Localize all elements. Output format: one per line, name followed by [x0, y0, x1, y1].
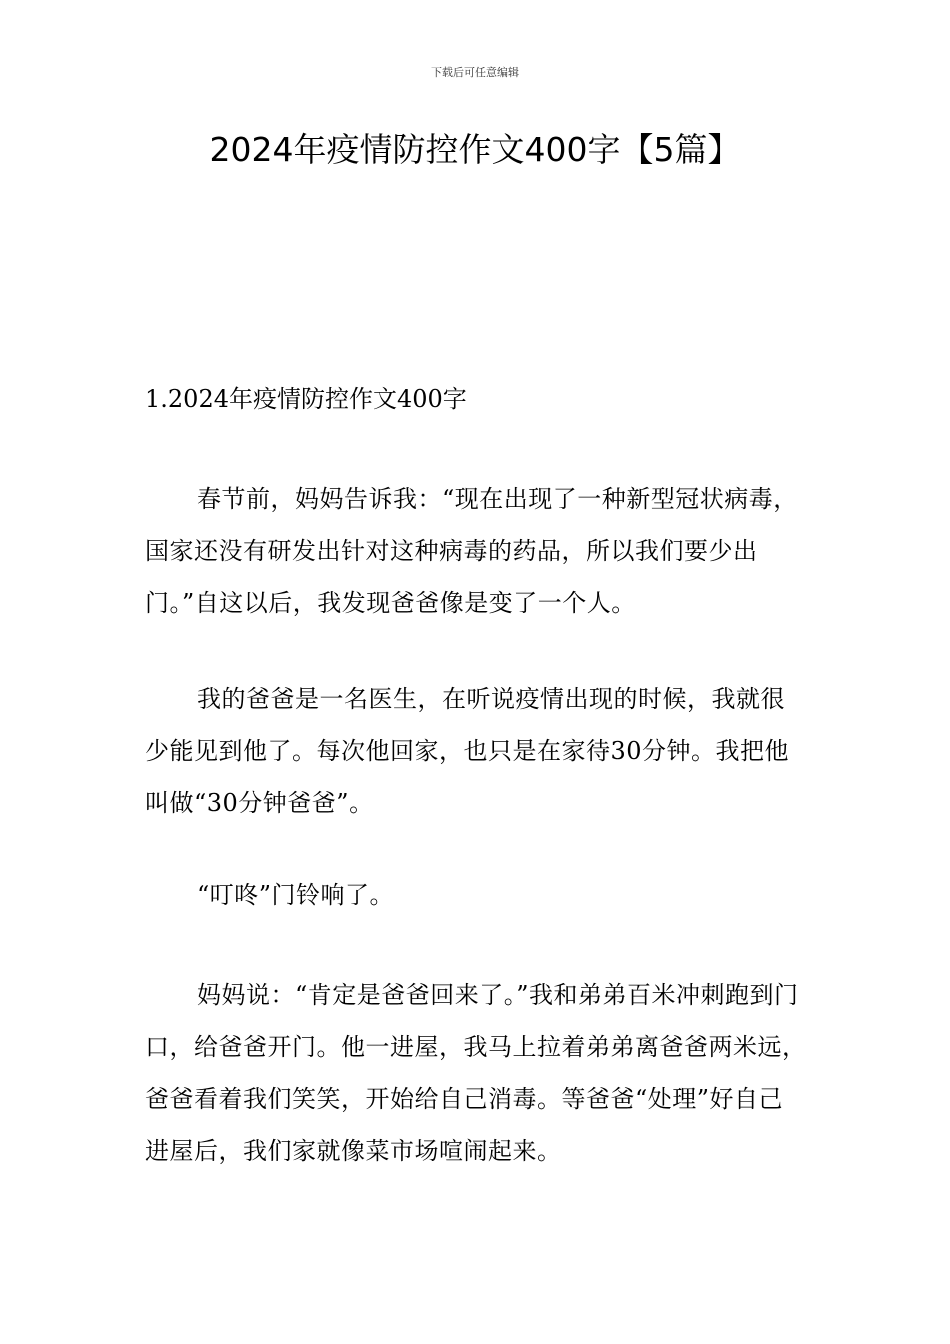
paragraph-block [145, 869, 807, 921]
header-note: 下载后可任意编辑 [431, 66, 519, 79]
document-title: 2024年疫情防控作文400字【5篇】 [209, 130, 741, 169]
paragraph: 春节前，妈妈告诉我：“现在出现了一种新型冠状病毒，国家还没有研发出针对这种病毒的药品，所以我们要少出门。”自这以后，我发现爸爸像是变了一个人。 [145, 485, 798, 617]
paragraph: “叮咚”门铃响了。 [197, 881, 395, 909]
paragraph: 妈妈说：“肯定是爸爸回来了。”我和弟弟百米冲刺跑到门口，给爸爸开门。他一进屋，我马上拉着弟弟离爸爸两米远，爸爸看着我们笑笑，开始给自己消毒。等爸爸“处理”好自己进屋后，我们家就像菜市场喧闹起来。 [145, 981, 807, 1165]
paragraph-block [145, 673, 807, 829]
paragraph-block [145, 473, 807, 629]
paragraph-block [145, 969, 807, 1177]
section-heading: 1.2024年疫情防控作文400字 [145, 385, 467, 413]
paragraph: 我的爸爸是一名医生，在听说疫情出现的时候，我就很少能见到他了。每次他回家，也只是在家待30分钟。我把他叫做“30分钟爸爸”。 [145, 685, 790, 817]
